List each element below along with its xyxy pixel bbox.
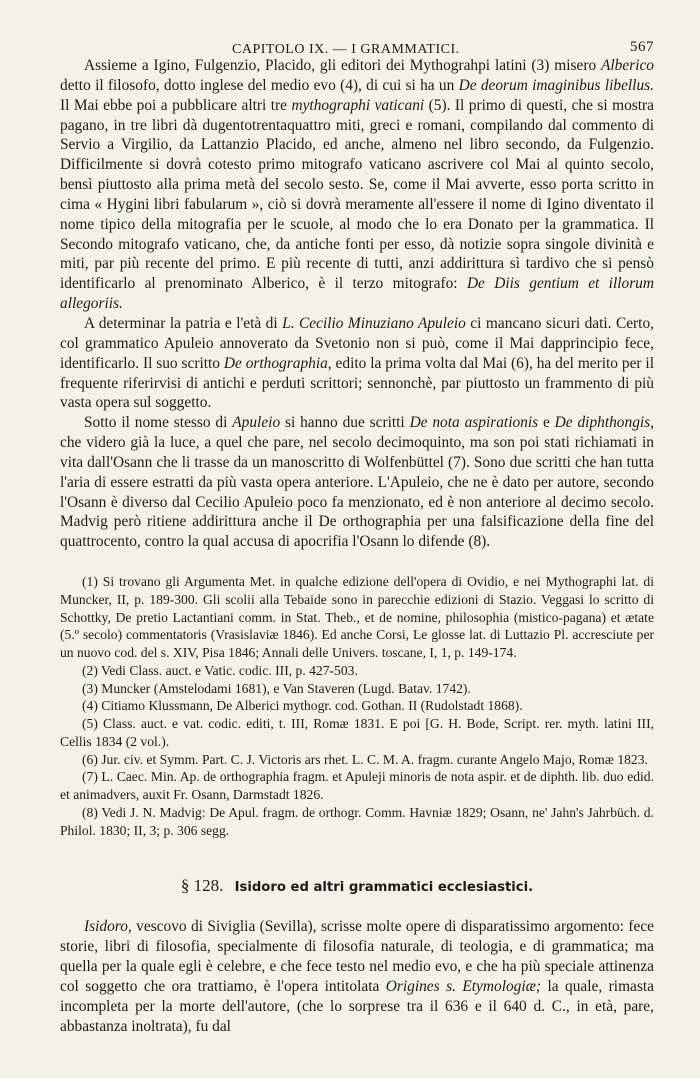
text-run: A determinar la patria e l'età di bbox=[84, 314, 283, 332]
main-text bbox=[60, 56, 654, 552]
text-run: edito la prima volta dal Mai (6), ha del merito per il frequente riferirvisi di antichi e perduti scrittori; sennonchè, par piuttosto un frammento di più vasta opera sul soggetto. bbox=[60, 354, 654, 412]
text-run: e bbox=[538, 414, 555, 432]
chapter-title: CAPITOLO IX. — I GRAMMATICI. bbox=[232, 42, 460, 57]
paragraph bbox=[60, 917, 654, 1036]
footnote: (3) Muncker (Amstelodami 1681), e Van Staveren (Lugd. Batav. 1742). bbox=[82, 680, 471, 696]
text-run: vescovo di Siviglia (Sevilla), scrisse molte opere di disparatissimo argomento: fece storie, libri di filosofia, specialmente di filosofia naturale, di teologia, e di grammatica; ma quella per la quale egli è celebre, e che fece testo nel medio evo, e che ha più speciale attinenza col soggetto che ora trattiamo, è l'opera intitolata bbox=[60, 918, 654, 995]
paragraph bbox=[60, 56, 654, 314]
italic-text: mythographi vaticani bbox=[291, 96, 425, 114]
text-run: (5). Il primo di questi, che si mostra pagano, in tre libri dà dugentotrentaquattro miti, greci e romani, compilando dal commento di Servio a Virgilio, da Lattanzio Placido, ed anche, almeno nel libro secondo, da Fulgenzio. Difficilmente si dovrà cotesto primo mitografo vaticano ascrivere col Mai al quinto secolo, bensì piuttosto alla prima metà del secolo sesto. Se, come il Mai avverte, esso porta scritto in cima « Hygini libri fabularum », ciò si dovrà meramente all'essere il nome di Igino diventato il nome tipico della mitografia per le scuole, al modo che lo era Donato per la grammatica. Il Secondo mitografo vaticano, che, da antiche fonti per esso, dà notizie sopra singole divinità e miti, par più recente del primo. E più recente di tutti, anzi addirittura sì tardivo che si pensò identificarlo al prenominato Alberico, è il terzo mitografo: bbox=[60, 96, 654, 293]
italic-text: Origines s. Etymologiæ; bbox=[385, 977, 542, 995]
italic-text: De deorum imaginibus libellus. bbox=[458, 76, 654, 94]
text-run: ci mancano sicuri dati. Certo, col grammatico Apuleio annoverato da Svetonio non si può, come il Mai dapprincipio fece, identificarlo. Il suo scritto bbox=[60, 314, 654, 372]
italic-text: Isidoro, bbox=[84, 918, 132, 936]
text-run: la quale, rimasta incompleta per la morte dell'autore, (che lo sorprese tra il 636 e il 640 d. C., in età, pare, abbastanza inoltrata), fu dal bbox=[60, 977, 654, 1035]
text-run: detto il filosofo, dotto inglese del medio evo (4), di cui si ha un bbox=[60, 76, 459, 94]
page-number: 567 bbox=[630, 39, 654, 55]
section-heading bbox=[60, 876, 654, 898]
section-text bbox=[60, 917, 654, 1036]
italic-text: De nota aspirationis bbox=[409, 414, 539, 432]
footnotes bbox=[60, 573, 654, 839]
footnote: (7) L. Caec. Min. Ap. de orthographia fragm. et Apuleji minoris de nota aspir. et de diphth. lib. duo edid. et animadvers, auxit Fr. Osann, Darmstadt 1826. bbox=[60, 769, 654, 803]
italic-text: Alberico bbox=[601, 57, 654, 74]
footnote: (6) Jur. civ. et Symm. Part. C. J. Victoris ars rhet. L. C. M. A. fragm. curante Angelo Majo, Romæ 1823. bbox=[82, 751, 648, 767]
footnote: (8) Vedi J. N. Madvig: De Apul. fragm. de orthogr. Comm. Havniæ 1829; Osann, ne' Jahn's Jahrbüch. d. Philol. 1830; II, 3; p. 306 segg. bbox=[60, 804, 654, 838]
italic-text: De diphthongis, bbox=[554, 414, 655, 432]
section-title: Isidoro ed altri grammatici ecclesiastici. bbox=[234, 880, 534, 896]
text-run: che videro già la luce, a quel che pare, nel secolo decimoquinto, ma son poi stati richiamati in vita dall'Osann che li trasse da un manoscritto di Wolfenbüttel (7). Sono due scritti che han tutta l'aria di essere estratti da più vasta opera anteriore. L'Apuleio, che ne è dato per autore, secondo l'Osann è diverso dal Cecilio Apuleio poco fa menzionato, ed è non anteriore al decimo secolo. Madvig però ritiene addirittura anche il De orthographia per una falsificazione della fine del quattrocento, contro la qual accusa di apocrifia l'Osann lo difende (8). bbox=[60, 434, 654, 551]
text-run: Sotto il nome stesso di bbox=[84, 414, 233, 432]
paragraph bbox=[60, 413, 654, 552]
running-head bbox=[60, 34, 654, 56]
footnote: (1) Si trovano gli Argumenta Met. in qualche edizione dell'opera di Ovidio, e nei Mythographi lat. di Muncker, II, p. 189-300. Gli scolii alla Tebaide sono in parecchie edizioni di Stazio. Veggasi lo scritto di Schottky, De pretio Lactantiani comm. in Stat. Theb., et de nomine, philosophia (mistico-pagana) et ætate (5.º secolo) commentatoris (Vrasislaviæ 1846). Ed anche Corsi, Le glosse lat. di Luttazio Pl. accresciute per un nuovo cod. del s. XIV, Pisa 1846; Annali delle Univers. toscane, I, 1, p. 149-174. bbox=[60, 574, 654, 661]
footnote: (2) Vedi Class. auct. e Vatic. codic. III, p. 427-503. bbox=[82, 662, 358, 678]
italic-text: L. Cecilio Minuziano Apuleio bbox=[282, 314, 466, 332]
text-run: Assieme a Igino, Fulgenzio, Placido, gli editori dei Mythograhpi latini (3) misero bbox=[84, 57, 601, 74]
paragraph bbox=[60, 314, 654, 413]
italic-text: De Diis gentium et illorum allegoriis. bbox=[60, 275, 654, 313]
text-run: Il Mai ebbe poi a pubblicare altri tre bbox=[60, 96, 292, 114]
italic-text: De orthographia, bbox=[223, 354, 332, 372]
text-run: si hanno due scritti bbox=[280, 414, 410, 432]
footnote: (5) Class. auct. e vat. codic. editi, t. III, Romæ 1831. E poi [G. H. Bode, Script. rer. myth. latini III, Cellis 1834 (2 vol.). bbox=[60, 716, 654, 749]
footnote: (4) Citiamo Klussmann, De Alberici mythogr. cod. Gothan. II (Rudolstadt 1868). bbox=[82, 698, 523, 714]
italic-text: Apuleio bbox=[232, 414, 281, 432]
section-number: § 128. bbox=[180, 876, 224, 896]
